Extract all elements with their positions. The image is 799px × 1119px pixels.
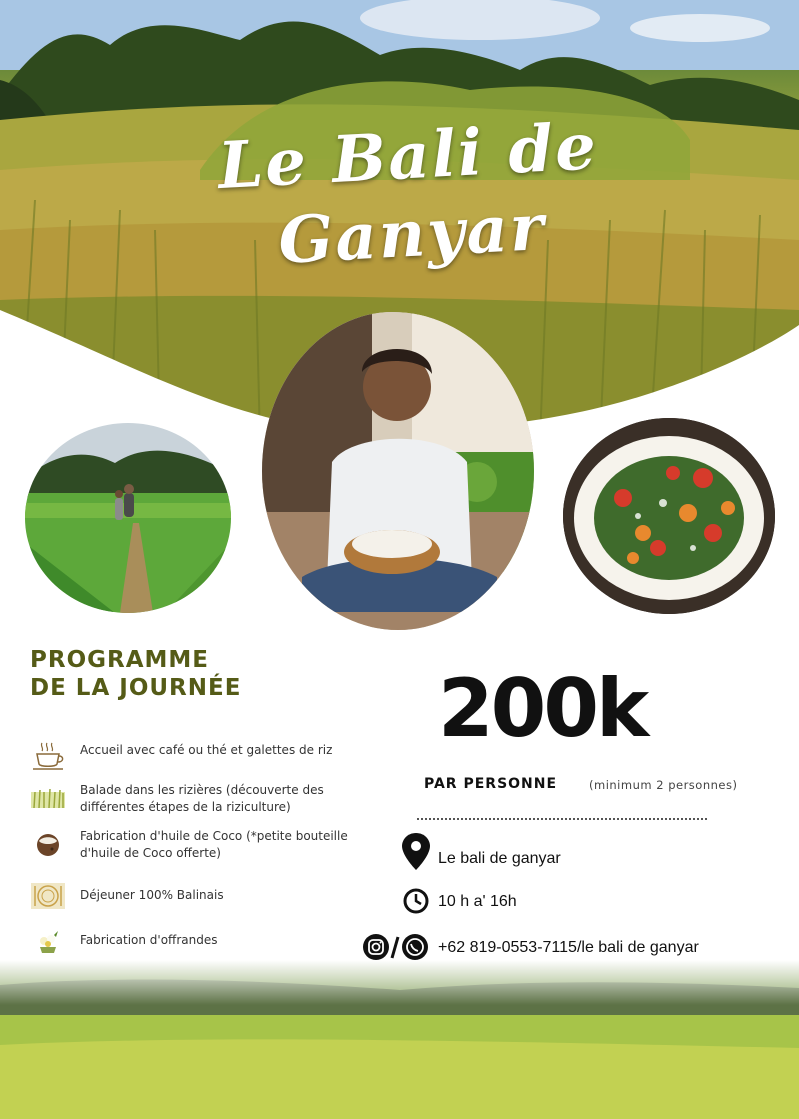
programme-heading [30,646,330,702]
price-minimum-note: (minimum 2 personnes) [589,778,738,792]
dotted-divider [417,818,707,820]
programme-item-text: Accueil avec café ou thé et galettes de riz [80,743,333,757]
programme-item-text: Fabrication d'offrandes [80,933,218,947]
hours-text: 10 h a' 16h [438,893,517,910]
coconut-icon [28,828,68,860]
rice-field-walk-photo [25,423,231,613]
programme-heading-line2: DE LA JOURNÉE [30,675,242,701]
programme-item-text: Déjeuner 100% Balinais [80,888,224,902]
price-amount: 200k [438,662,647,755]
programme-item-text: Balade dans les rizières (découverte des différentes étapes de la riziculture) [80,783,324,814]
woman-coconut-photo [262,312,534,630]
footer-rice-field-photo [0,960,799,1119]
coffee-cup-icon [28,740,68,772]
plate-cutlery-icon [28,880,68,912]
rice-grass-icon [28,782,68,814]
flower-offering-icon [28,925,68,957]
balinese-salad-photo [563,418,775,614]
location-text: Le bali de ganyar [438,850,561,867]
poster-title: Le Bali de Ganyar [216,109,600,279]
programme-heading-line1: PROGRAMME [30,647,209,673]
map-pin-icon [400,832,434,862]
instagram-icon [363,934,389,960]
whatsapp-icon [402,934,428,960]
social-icons [362,932,434,962]
social-text: +62 819-0553-7115/le bali de ganyar [438,939,699,956]
clock-icon [400,886,434,916]
programme-item-text: Fabrication d'huile de Coco (*petite bouteille d'huile de Coco offerte) [80,829,348,860]
price-per-person: PAR PERSONNE [424,776,558,792]
